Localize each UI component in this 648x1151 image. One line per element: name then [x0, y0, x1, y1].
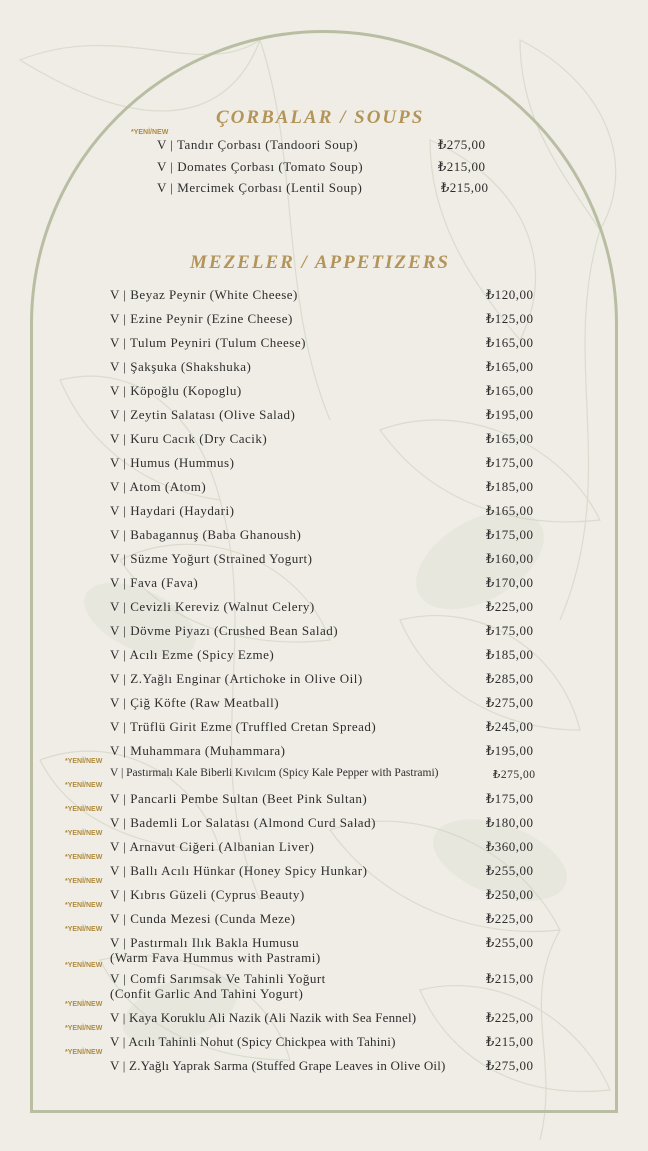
appetizer-item-price: ₺175,00: [486, 455, 534, 470]
appetizer-item-line: V | Fava (Fava): [110, 575, 199, 590]
appetizer-item-name: [110, 671, 363, 687]
appetizer-item-line: V | Çiğ Köfte (Raw Meatball): [110, 695, 280, 710]
new-tag: *YENİ/NEW: [65, 758, 103, 765]
appetizer-item-price: ₺125,00: [486, 311, 534, 326]
appetizer-item-price: ₺275,00: [486, 1058, 534, 1073]
new-tag: *YENİ/NEW: [65, 854, 103, 861]
appetizer-item-name: [110, 455, 234, 471]
new-tag: *YENİ/NEW: [65, 902, 103, 909]
appetizer-item-line: V | Muhammara (Muhammara): [110, 743, 286, 758]
appetizer-item-price: ₺215,00: [486, 971, 534, 986]
new-tag: *YENİ/NEW: [65, 878, 103, 885]
appetizer-item-line: V | Pancarli Pembe Sultan (Beet Pink Sultan): [110, 791, 368, 806]
appetizer-item-name: [110, 695, 279, 711]
soup-item-name: V | Tandır Çorbası (Tandoori Soup): [157, 137, 359, 152]
appetizer-item-line: V | Humus (Hummus): [110, 455, 235, 470]
appetizer-item-name: [110, 599, 315, 615]
new-tag: *YENİ/NEW: [65, 1001, 103, 1008]
appetizer-item-line: V | Zeytin Salatası (Olive Salad): [110, 407, 296, 422]
appetizer-item-name: [110, 407, 295, 423]
appetizer-item-price: ₺180,00: [486, 815, 534, 830]
appetizer-item-price: ₺120,00: [486, 287, 534, 302]
appetizer-item-name: [110, 551, 312, 567]
appetizer-item-price: ₺185,00: [486, 647, 534, 662]
appetizer-item-name: [110, 791, 367, 807]
appetizer-item-name: [110, 815, 376, 831]
appetizer-item-name: [110, 719, 376, 735]
new-tag: *YENİ/NEW: [65, 926, 103, 933]
appetizer-item-price: ₺255,00: [486, 863, 534, 878]
appetizer-item-name: [110, 431, 267, 447]
appetizer-item-line: (Confit Garlic And Tahini Yogurt): [110, 986, 304, 1001]
appetizer-item-line: V | Pastırmalı Kale Biberli Kıvılcım (Spicy Kale Pepper with Pastrami): [110, 767, 439, 779]
appetizer-item-price: ₺250,00: [486, 887, 534, 902]
appetizers-title: MEZELER / APPETIZERS: [190, 252, 450, 273]
soup-item-price: ₺215,00: [441, 180, 489, 195]
appetizer-item-price: ₺285,00: [486, 671, 534, 686]
appetizer-item-name: [110, 335, 306, 351]
appetizer-item-price: ₺215,00: [486, 1034, 534, 1049]
appetizer-item-name: [110, 647, 274, 663]
appetizer-item-line: V | Bademli Lor Salatası (Almond Curd Salad): [110, 815, 376, 830]
appetizer-item-line: V | Köpoğlu (Kopoglu): [110, 383, 242, 398]
appetizer-item-line: V | Şakşuka (Shakshuka): [110, 359, 252, 374]
appetizer-item-line: V | Haydari (Haydari): [110, 503, 235, 518]
appetizer-item-price: ₺255,00: [486, 935, 534, 950]
appetizer-item-line: V | Acılı Ezme (Spicy Ezme): [110, 647, 275, 662]
soup-item-price: ₺215,00: [438, 159, 486, 174]
appetizer-item-name: [110, 503, 234, 519]
appetizer-item-price: ₺165,00: [486, 359, 534, 374]
appetizer-item-name: [110, 863, 367, 879]
soup-item-name: V | Mercimek Çorbası (Lentil Soup): [157, 180, 363, 195]
appetizer-item-price: ₺165,00: [486, 431, 534, 446]
appetizer-item-price: ₺225,00: [486, 911, 534, 926]
appetizer-item-line: (Warm Fava Hummus with Pastrami): [110, 950, 321, 965]
appetizer-item-line: V | Acılı Tahinli Nohut (Spicy Chickpea with Tahini): [110, 1034, 396, 1049]
appetizer-item-price: ₺225,00: [486, 599, 534, 614]
appetizer-item-price: ₺245,00: [486, 719, 534, 734]
appetizer-item-name: [110, 839, 314, 855]
appetizer-item-name: [110, 359, 251, 375]
appetizer-item-line: V | Z.Yağlı Enginar (Artichoke in Olive Oil): [110, 671, 363, 686]
appetizer-item-line: V | Beyaz Peynir (White Cheese): [110, 287, 298, 302]
appetizer-item-price: ₺195,00: [486, 407, 534, 422]
appetizer-item-line: V | Pastırmalı Ilık Bakla Humusu: [110, 935, 300, 950]
appetizer-item-line: V | Cevizli Kereviz (Walnut Celery): [110, 599, 315, 614]
appetizer-item-line: V | Kaya Koruklu Ali Nazik (Ali Nazik with Sea Fennel): [110, 1010, 417, 1025]
appetizer-item-price: ₺225,00: [486, 1010, 534, 1025]
appetizer-item-name: [110, 287, 298, 303]
new-tag: *YENİ/NEW: [65, 1025, 103, 1032]
appetizer-item-line: V | Cunda Mezesi (Cunda Meze): [110, 911, 296, 926]
appetizer-item-price: ₺275,00: [493, 769, 536, 781]
appetizer-item-price: ₺165,00: [486, 383, 534, 398]
new-tag: *YENİ/NEW: [65, 806, 103, 813]
soups-title: ÇORBALAR / SOUPS: [216, 107, 425, 128]
appetizer-item-name: [110, 767, 439, 779]
appetizer-item-name: [110, 623, 338, 639]
appetizer-item-name: [110, 971, 326, 1001]
appetizer-item-name: [110, 479, 206, 495]
appetizer-item-line: V | Kıbrıs Güzeli (Cyprus Beauty): [110, 887, 305, 902]
appetizer-item-line: V | Tulum Peyniri (Tulum Cheese): [110, 335, 306, 350]
appetizer-item-price: ₺185,00: [486, 479, 534, 494]
new-tag: *YENİ/NEW: [65, 962, 103, 969]
appetizer-item-line: V | Ballı Acılı Hünkar (Honey Spicy Hunkar): [110, 863, 368, 878]
appetizer-item-line: V | Babagannuş (Baba Ghanoush): [110, 527, 302, 542]
appetizer-item-price: ₺165,00: [486, 335, 534, 350]
appetizer-item-price: ₺175,00: [486, 527, 534, 542]
new-tag: *YENİ/NEW: [131, 129, 169, 136]
appetizer-item-name: [110, 887, 305, 903]
appetizer-item-price: ₺275,00: [486, 695, 534, 710]
appetizer-item-price: ₺175,00: [486, 623, 534, 638]
new-tag: *YENİ/NEW: [65, 1049, 103, 1056]
appetizer-item-name: [110, 911, 295, 927]
appetizer-item-name: [110, 1034, 396, 1050]
appetizer-item-name: [110, 575, 198, 591]
appetizer-item-line: V | Arnavut Ciğeri (Albanian Liver): [110, 839, 315, 854]
appetizer-item-price: ₺170,00: [486, 575, 534, 590]
appetizer-item-price: ₺160,00: [486, 551, 534, 566]
appetizer-item-line: V | Atom (Atom): [110, 479, 207, 494]
appetizer-item-line: V | Kuru Cacık (Dry Cacik): [110, 431, 268, 446]
appetizer-item-name: [110, 935, 321, 965]
appetizer-item-line: V | Dövme Piyazı (Crushed Bean Salad): [110, 623, 339, 638]
new-tag: *YENİ/NEW: [65, 782, 103, 789]
soup-item-name: V | Domates Çorbası (Tomato Soup): [157, 159, 364, 174]
appetizer-item-line: V | Comfi Sarımsak Ve Tahinli Yoğurt: [110, 971, 326, 986]
appetizer-item-line: V | Ezine Peynir (Ezine Cheese): [110, 311, 293, 326]
appetizer-item-line: V | Trüflü Girit Ezme (Truffled Cretan Spread): [110, 719, 377, 734]
appetizer-item-price: ₺165,00: [486, 503, 534, 518]
appetizer-item-name: [110, 1058, 446, 1074]
appetizer-item-name: [110, 1010, 416, 1026]
appetizer-item-line: V | Z.Yağlı Yaprak Sarma (Stuffed Grape Leaves in Olive Oil): [110, 1058, 446, 1073]
appetizer-item-name: [110, 383, 242, 399]
new-tag: *YENİ/NEW: [65, 830, 103, 837]
appetizer-item-name: [110, 527, 301, 543]
appetizer-item-price: ₺360,00: [486, 839, 534, 854]
appetizer-item-name: [110, 743, 286, 759]
soup-item-price: ₺275,00: [438, 137, 486, 152]
appetizer-item-line: V | Süzme Yoğurt (Strained Yogurt): [110, 551, 313, 566]
appetizer-item-name: [110, 311, 293, 327]
appetizer-item-price: ₺195,00: [486, 743, 534, 758]
appetizer-item-price: ₺175,00: [486, 791, 534, 806]
